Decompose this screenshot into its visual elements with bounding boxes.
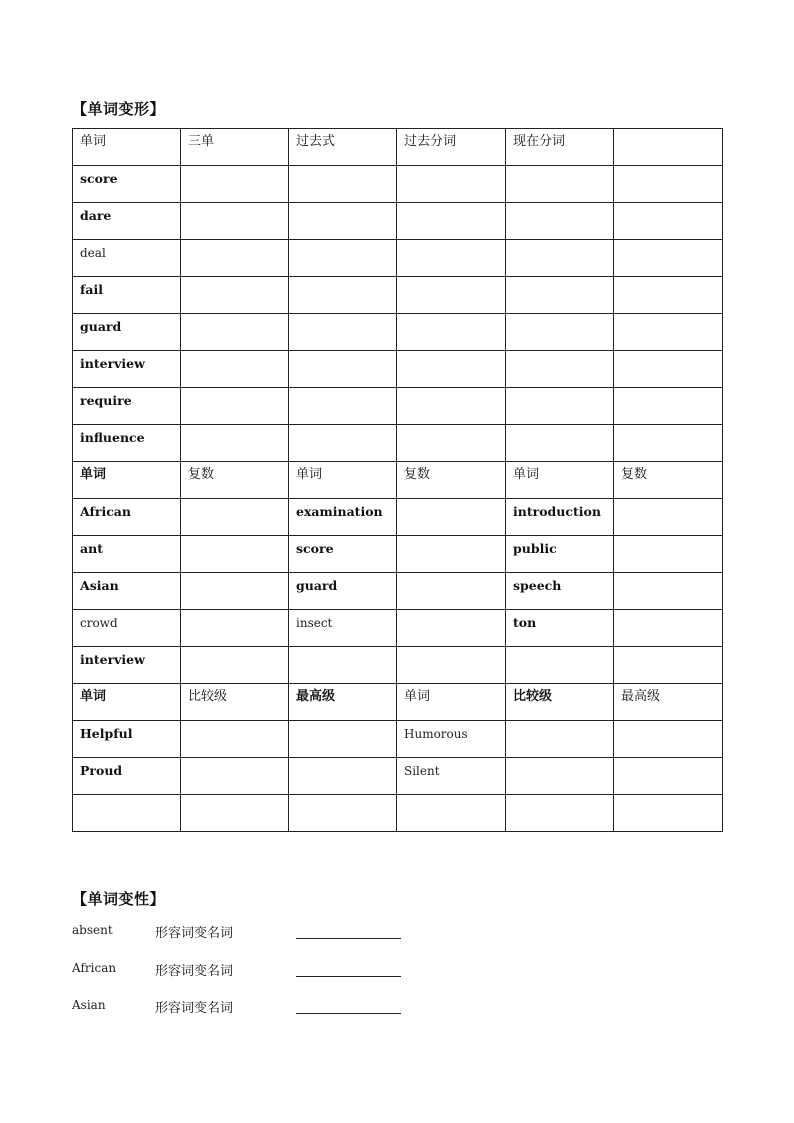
- answer-blank[interactable]: [296, 1013, 401, 1014]
- answer-cell[interactable]: [506, 758, 614, 795]
- answer-cell[interactable]: [181, 351, 289, 388]
- answer-cell[interactable]: [397, 647, 506, 684]
- table-row: [73, 610, 723, 647]
- empty-cell: [181, 795, 289, 832]
- answer-cell[interactable]: [506, 314, 614, 351]
- answer-cell[interactable]: [614, 499, 723, 536]
- word-cell: introduction: [506, 499, 614, 536]
- empty-cell: [614, 795, 723, 832]
- empty-cell: [289, 795, 397, 832]
- answer-cell[interactable]: [181, 647, 289, 684]
- header-cell: 比较级: [181, 684, 289, 721]
- answer-cell[interactable]: [506, 166, 614, 203]
- conversion-instruction: 形容词变名词: [155, 964, 234, 979]
- header-cell: 最高级: [289, 684, 397, 721]
- word-cell: deal: [73, 240, 181, 277]
- table-row: [73, 536, 723, 573]
- answer-blank[interactable]: [296, 976, 401, 977]
- header-cell: 过去式: [289, 129, 397, 166]
- header-cell: 三单: [181, 129, 289, 166]
- answer-cell[interactable]: [289, 758, 397, 795]
- table-row: [73, 647, 723, 684]
- answer-cell[interactable]: [397, 314, 506, 351]
- table-row: [73, 314, 723, 351]
- answer-cell[interactable]: [181, 203, 289, 240]
- adj-header-row: [73, 684, 723, 721]
- header-cell: 过去分词: [397, 129, 506, 166]
- table-row: [73, 203, 723, 240]
- table-row: [73, 166, 723, 203]
- conversion-instruction: 形容词变名词: [155, 1001, 234, 1016]
- word-cell: Silent: [397, 758, 506, 795]
- table-row: [73, 573, 723, 610]
- answer-cell[interactable]: [181, 388, 289, 425]
- header-cell: 复数: [397, 462, 506, 499]
- header-cell: 复数: [181, 462, 289, 499]
- header-cell: 最高级: [614, 684, 723, 721]
- answer-cell[interactable]: [289, 351, 397, 388]
- answer-cell[interactable]: [506, 277, 614, 314]
- answer-cell[interactable]: [289, 166, 397, 203]
- table-row: [73, 277, 723, 314]
- section-title-word-forms: 【单词变形】: [72, 100, 166, 118]
- answer-cell[interactable]: [181, 277, 289, 314]
- answer-cell[interactable]: [614, 536, 723, 573]
- answer-cell[interactable]: [289, 240, 397, 277]
- answer-cell[interactable]: [506, 203, 614, 240]
- answer-cell[interactable]: [506, 240, 614, 277]
- answer-cell[interactable]: [397, 166, 506, 203]
- table-row: [73, 351, 723, 388]
- answer-cell[interactable]: [506, 425, 614, 462]
- answer-cell[interactable]: [614, 277, 723, 314]
- answer-cell[interactable]: [397, 277, 506, 314]
- answer-cell[interactable]: [397, 573, 506, 610]
- table-row: [73, 499, 723, 536]
- header-cell: 单词: [73, 462, 181, 499]
- answer-cell[interactable]: [614, 610, 723, 647]
- answer-cell[interactable]: [289, 203, 397, 240]
- answer-cell[interactable]: [181, 240, 289, 277]
- word-cell: score: [73, 166, 181, 203]
- word-cell: African: [73, 499, 181, 536]
- word-cell: interview: [73, 351, 181, 388]
- word-forms-table: [72, 128, 723, 832]
- answer-cell[interactable]: [397, 388, 506, 425]
- header-cell: 单词: [73, 129, 181, 166]
- header-cell: [614, 129, 723, 166]
- answer-cell[interactable]: [289, 425, 397, 462]
- answer-cell[interactable]: [614, 351, 723, 388]
- answer-cell[interactable]: [289, 388, 397, 425]
- answer-cell[interactable]: [181, 166, 289, 203]
- answer-cell[interactable]: [289, 277, 397, 314]
- word-cell: speech: [506, 573, 614, 610]
- answer-cell[interactable]: [181, 425, 289, 462]
- empty-cell: [506, 647, 614, 684]
- answer-cell[interactable]: [614, 388, 723, 425]
- answer-cell[interactable]: [614, 425, 723, 462]
- word-cell: public: [506, 536, 614, 573]
- answer-cell[interactable]: [181, 610, 289, 647]
- conversion-instruction: 形容词变名词: [155, 926, 234, 941]
- word-cell: examination: [289, 499, 397, 536]
- header-cell: 单词: [73, 684, 181, 721]
- noun-header-row: [73, 462, 723, 499]
- word-cell: influence: [73, 425, 181, 462]
- list-item: [72, 961, 412, 981]
- word-cell: require: [73, 388, 181, 425]
- answer-cell[interactable]: [397, 240, 506, 277]
- header-cell: 单词: [397, 684, 506, 721]
- answer-cell[interactable]: [181, 721, 289, 758]
- answer-cell[interactable]: [397, 351, 506, 388]
- table-row: [73, 758, 723, 795]
- answer-cell[interactable]: [397, 536, 506, 573]
- header-cell: 现在分词: [506, 129, 614, 166]
- answer-cell[interactable]: [614, 758, 723, 795]
- answer-cell[interactable]: [181, 314, 289, 351]
- answer-cell[interactable]: [397, 499, 506, 536]
- header-cell: 单词: [506, 462, 614, 499]
- word-cell: ton: [506, 610, 614, 647]
- answer-cell[interactable]: [181, 536, 289, 573]
- header-cell: 比较级: [506, 684, 614, 721]
- table-row: [73, 721, 723, 758]
- list-item: [72, 998, 412, 1018]
- word-cell: score: [289, 536, 397, 573]
- answer-cell[interactable]: [289, 721, 397, 758]
- word-cell: guard: [289, 573, 397, 610]
- header-cell: 单词: [289, 462, 397, 499]
- word-cell: ant: [73, 536, 181, 573]
- conversion-word: absent: [72, 923, 113, 937]
- list-item: [72, 923, 412, 943]
- answer-cell[interactable]: [181, 573, 289, 610]
- answer-cell[interactable]: [397, 203, 506, 240]
- answer-cell[interactable]: [181, 499, 289, 536]
- word-cell: dare: [73, 203, 181, 240]
- table-row: [73, 240, 723, 277]
- table-row: [73, 795, 723, 832]
- word-cell: crowd: [73, 610, 181, 647]
- header-cell: 复数: [614, 462, 723, 499]
- word-cell: Humorous: [397, 721, 506, 758]
- empty-cell: [506, 795, 614, 832]
- empty-cell: [73, 795, 181, 832]
- table-row: [73, 425, 723, 462]
- word-cell: interview: [73, 647, 181, 684]
- word-cell: fail: [73, 277, 181, 314]
- answer-cell[interactable]: [397, 425, 506, 462]
- answer-cell[interactable]: [181, 758, 289, 795]
- conversion-word: Asian: [72, 998, 106, 1012]
- section-title-word-class-change: 【单词变性】: [72, 890, 166, 908]
- word-cell: guard: [73, 314, 181, 351]
- answer-cell[interactable]: [614, 240, 723, 277]
- word-cell: Helpful: [73, 721, 181, 758]
- answer-cell[interactable]: [614, 314, 723, 351]
- answer-cell[interactable]: [289, 314, 397, 351]
- answer-cell[interactable]: [506, 388, 614, 425]
- empty-cell: [289, 647, 397, 684]
- answer-blank[interactable]: [296, 938, 401, 939]
- answer-cell[interactable]: [397, 610, 506, 647]
- answer-cell[interactable]: [614, 203, 723, 240]
- word-cell: Proud: [73, 758, 181, 795]
- answer-cell[interactable]: [614, 721, 723, 758]
- answer-cell[interactable]: [614, 166, 723, 203]
- verb-header-row: [73, 129, 723, 166]
- conversion-word: African: [72, 961, 117, 975]
- answer-cell[interactable]: [614, 573, 723, 610]
- answer-cell[interactable]: [614, 647, 723, 684]
- table-row: [73, 388, 723, 425]
- word-cell: Asian: [73, 573, 181, 610]
- answer-cell[interactable]: [506, 351, 614, 388]
- empty-cell: [397, 795, 506, 832]
- word-cell: insect: [289, 610, 397, 647]
- answer-cell[interactable]: [506, 721, 614, 758]
